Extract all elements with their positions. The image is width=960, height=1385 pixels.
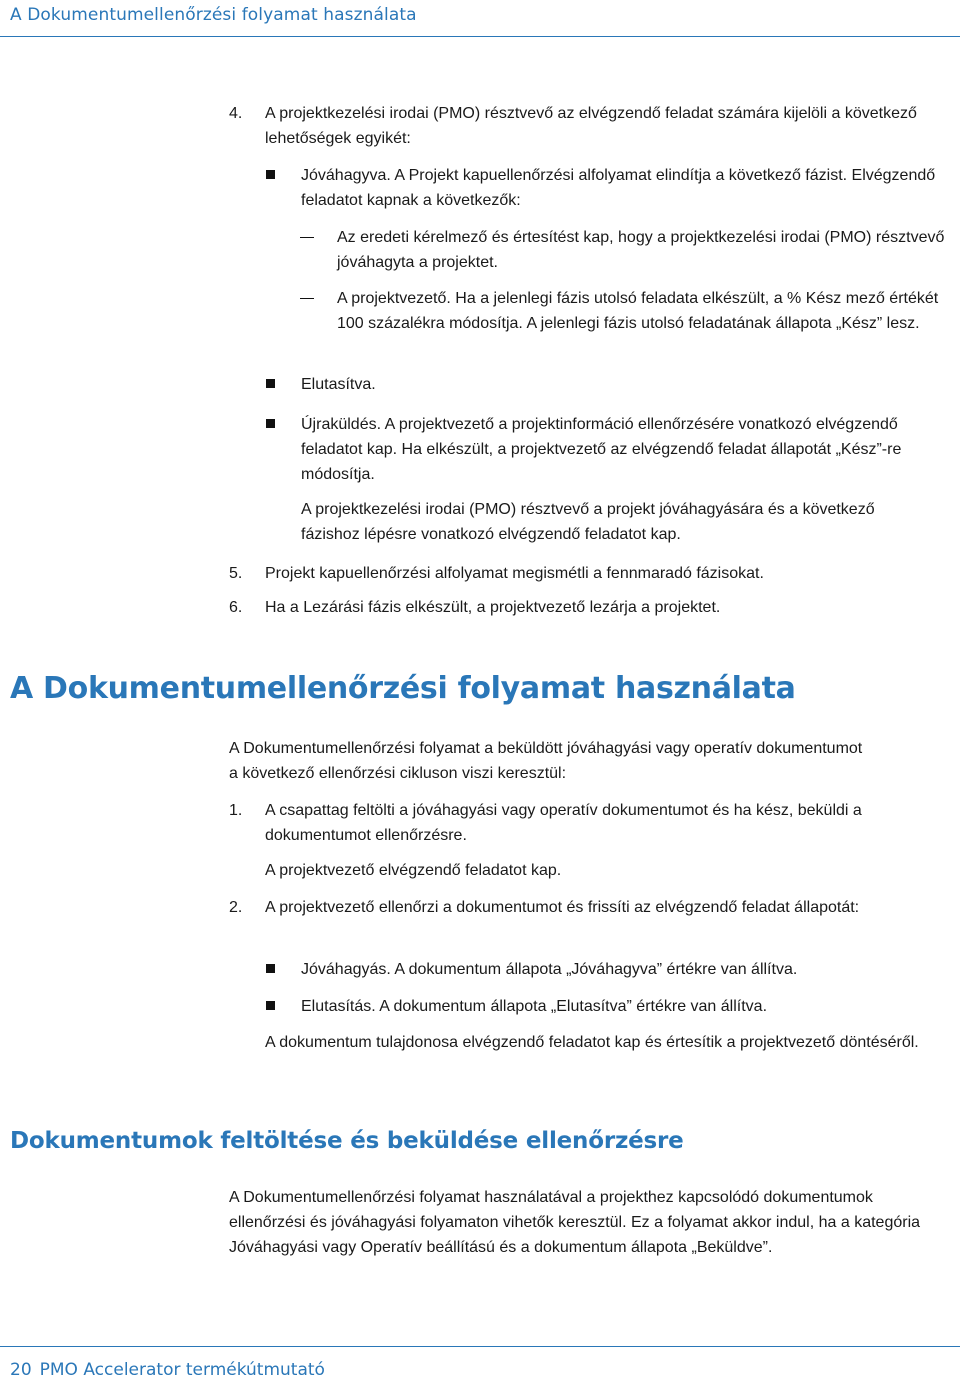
list-item-2-note: A dokumentum tulajdonosa elvégzendő feladatot kap és értesítik a projektvezető döntéséről. <box>265 1034 919 1051</box>
bullet-icon <box>266 170 275 179</box>
list-item-1-text: A csapattag feltölti a jóváhagyási vagy operatív dokumentumot és ha kész, beküldi a dokumentumot ellenőrzésre. <box>265 802 862 844</box>
list-number-2: 2. <box>229 899 243 916</box>
list-number-4: 4. <box>229 105 243 122</box>
page-number: 20 <box>10 1360 32 1380</box>
footer <box>10 1360 325 1380</box>
option-approved-text: Jóváhagyva. A Projekt kapuellenőrzési alfolyamat elindítja a következő fázist. Elvégzendő feladatot kapnak a következők: <box>301 167 936 209</box>
resubmit-note-text: A projektkezelési irodai (PMO) résztvevő a projekt jóváhagyására és a következő fázishoz lépésre vonatkozó elvégzendő feladatot kap. <box>301 501 875 543</box>
list-item-1-note: A projektvezető elvégzendő feladatot kap. <box>265 862 562 879</box>
bullet-icon <box>266 419 275 428</box>
section-heading: A Dokumentumellenőrzési folyamat használata <box>10 671 796 706</box>
option-rejection-text: Elutasítás. A dokumentum állapota „Elutasítva” értékre van állítva. <box>301 998 768 1015</box>
running-header-title: A Dokumentumellenőrzési folyamat használata <box>10 5 417 25</box>
list-item-4-text: A projektkezelési irodai (PMO) résztvevő az elvégzendő feladat számára kijelöli a következő lehetőségek egyikét: <box>265 105 917 147</box>
option-resubmit-text: Újraküldés. A projektvezető a projektinformáció ellenőrzésére vonatkozó elvégzendő feladatot kap. Ha elkészült, a projektvezető az elvégzendő feladat állapotát „Kész”-re módosítja. <box>301 416 902 483</box>
subsection-heading: Dokumentumok feltöltése és beküldése ellenőrzésre <box>10 1128 684 1154</box>
section-intro-text: A Dokumentumellenőrzési folyamat a beküldött jóváhagyási vagy operatív dokumentumot a következő ellenőrzési cikluson viszi keresztül: <box>229 740 863 782</box>
option-rejected-text: Elutasítva. <box>301 376 376 393</box>
sub-item-requester-text: Az eredeti kérelmező és értesítést kap, hogy a projektkezelési irodai (PMO) résztvevő jóváhagyta a projektet. <box>337 229 945 271</box>
list-number-1: 1. <box>229 802 243 819</box>
header-rule <box>0 36 960 37</box>
option-approval-text: Jóváhagyás. A dokumentum állapota „Jóváhagyva” értékre van állítva. <box>301 961 798 978</box>
list-item-6-text: Ha a Lezárási fázis elkészült, a projektvezető lezárja a projektet. <box>265 599 721 616</box>
footer-doc-title: PMO Accelerator termékútmutató <box>39 1360 325 1380</box>
list-item-2-text: A projektvezető ellenőrzi a dokumentumot és frissíti az elvégzendő feladat állapotát: <box>265 899 860 916</box>
bullet-icon <box>266 379 275 388</box>
list-number-5: 5. <box>229 565 243 582</box>
dash-icon <box>300 298 314 299</box>
footer-rule <box>0 1346 960 1347</box>
bullet-icon <box>266 964 275 973</box>
subsection-text: A Dokumentumellenőrzési folyamat használatával a projekthez kapcsolódó dokumentumok ellenőrzési és jóváhagyási folyamaton vihetők keresztül. Ez a folyamat akkor indul, ha a kategória Jóváhagyási vagy Operatív beállítású és a dokumentum állapota „Beküldve”. <box>229 1189 921 1256</box>
list-number-6: 6. <box>229 599 243 616</box>
sub-item-pm-text: A projektvezető. Ha a jelenlegi fázis utolsó feladata elkészült, a % Kész mező értékét 100 százalékra módosítja. A jelenlegi fázis utolsó feladatának állapota „Kész” lesz. <box>337 290 939 332</box>
dash-icon <box>300 237 314 238</box>
list-item-5-text: Projekt kapuellenőrzési alfolyamat megismétli a fennmaradó fázisokat. <box>265 565 764 582</box>
bullet-icon <box>266 1001 275 1010</box>
